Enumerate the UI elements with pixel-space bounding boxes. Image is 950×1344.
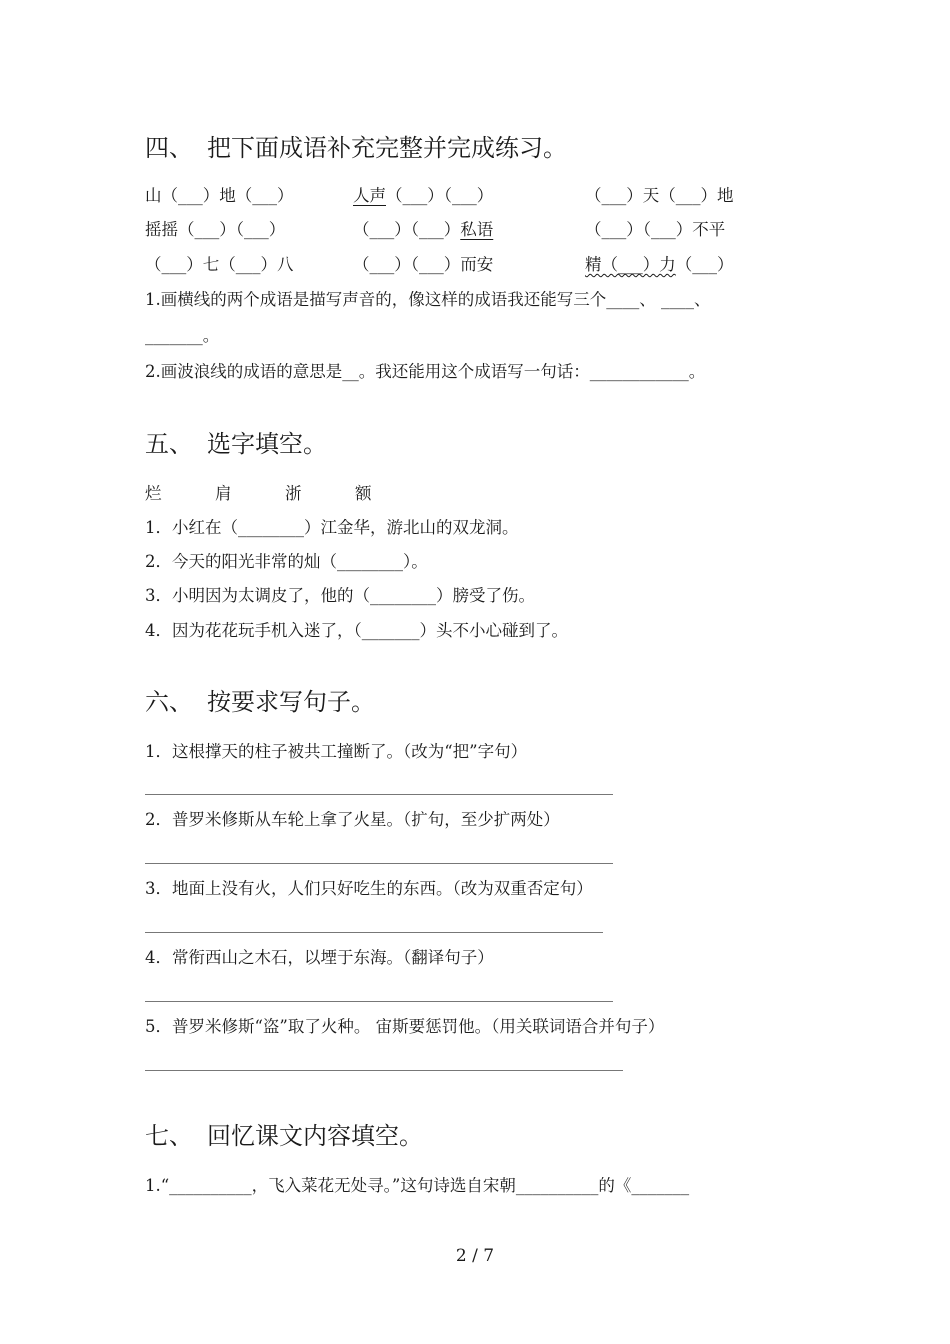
idiom-r1c2 [353,188,493,205]
idiom-r2c1: 摇摇（___）（___） [145,220,286,239]
section5-heading [145,432,327,456]
section6-item-2: 2．普罗米修斯从车轮上拿了火星。（扩句，至少扩两处） [145,810,560,829]
section6-number: 六、 [145,688,193,716]
section5-number: 五、 [145,430,193,458]
idiom-r2c3: （___）（___）不平 [585,220,726,239]
idiom-r1c2-blanks: （___）（___） [386,186,494,205]
section4-q1-line2: _______。 [145,326,220,345]
section7-title: 回忆课文内容填空。 [207,1122,423,1150]
answer-line[interactable] [145,1001,613,1002]
section6-heading [145,690,375,714]
section7-heading [145,1124,423,1148]
section6-title: 按要求写句子。 [207,688,375,716]
letter-choice: 浙 [285,484,302,503]
letter-choice: 烂 [145,484,162,503]
letter-choices [145,486,425,503]
page-number: 2 / 7 [455,1246,495,1266]
idiom-r1c1: 山（___）地（___） [145,186,294,205]
section4-heading [145,136,567,160]
section4-q2: 2.画波浪线的成语的意思是__。我还能用这个成语写一句话：____________。 [145,362,706,381]
idiom-r2c2-underlined: 私语 [460,220,494,239]
letter-choice: 肩 [215,484,232,503]
idiom-r1c3: （___）天（___）地 [585,186,734,205]
idiom-r3c3 [585,257,734,274]
section7-number: 七、 [145,1122,193,1150]
idiom-r3c3-tail: （___） [675,255,734,274]
idiom-r3c1: （___）七（___）八 [145,255,294,274]
idiom-r3c2: （___）（___）而安 [353,255,494,274]
answer-line[interactable] [145,932,603,933]
section6-item-5: 5．普罗米修斯“盗”取了火种。 宙斯要惩罚他。（用关联词语合并句子） [145,1017,665,1036]
section6-item-1: 1．这根撑天的柱子被共工撞断了。（改为“把”字句） [145,742,528,761]
section4-q1-line1: 1.画横线的两个成语是描写声音的，像这样的成语我还能写三个____、 ____、 [145,290,711,309]
idiom-r3c3-wavy: 精（___）力 [585,255,676,274]
section6-item-4: 4．常衔西山之木石，以堙于东海。（翻译句子） [145,948,494,967]
idiom-r2c2-blanks: （___）（___） [353,220,461,239]
section6-item-3: 3．地面上没有火，人们只好吃生的东西。（改为双重否定句） [145,879,593,898]
section5-item-4: 4．因为花花玩手机入迷了，（_______）头不小心碰到了。 [145,621,568,640]
section5-item-1: 1．小红在（________）江金华，游北山的双龙洞。 [145,518,519,537]
section4-title: 把下面成语补充完整并完成练习。 [207,134,567,162]
idiom-r2c2 [353,222,493,239]
section4-number: 四、 [145,134,193,162]
letter-choice: 额 [355,484,372,503]
section7-q1: 1.“__________，飞入菜花无处寻。”这句诗选自宋朝__________的《_______ [145,1176,690,1195]
answer-line[interactable] [145,794,613,795]
answer-line[interactable] [145,863,613,864]
section5-item-3: 3．小明因为太调皮了，他的（________）膀受了伤。 [145,586,535,605]
answer-line[interactable] [145,1070,623,1071]
section5-title: 选字填空。 [207,430,327,458]
section5-item-2: 2．今天的阳光非常的灿（________）。 [145,552,428,571]
idiom-r1c2-underlined: 人声 [353,186,386,205]
